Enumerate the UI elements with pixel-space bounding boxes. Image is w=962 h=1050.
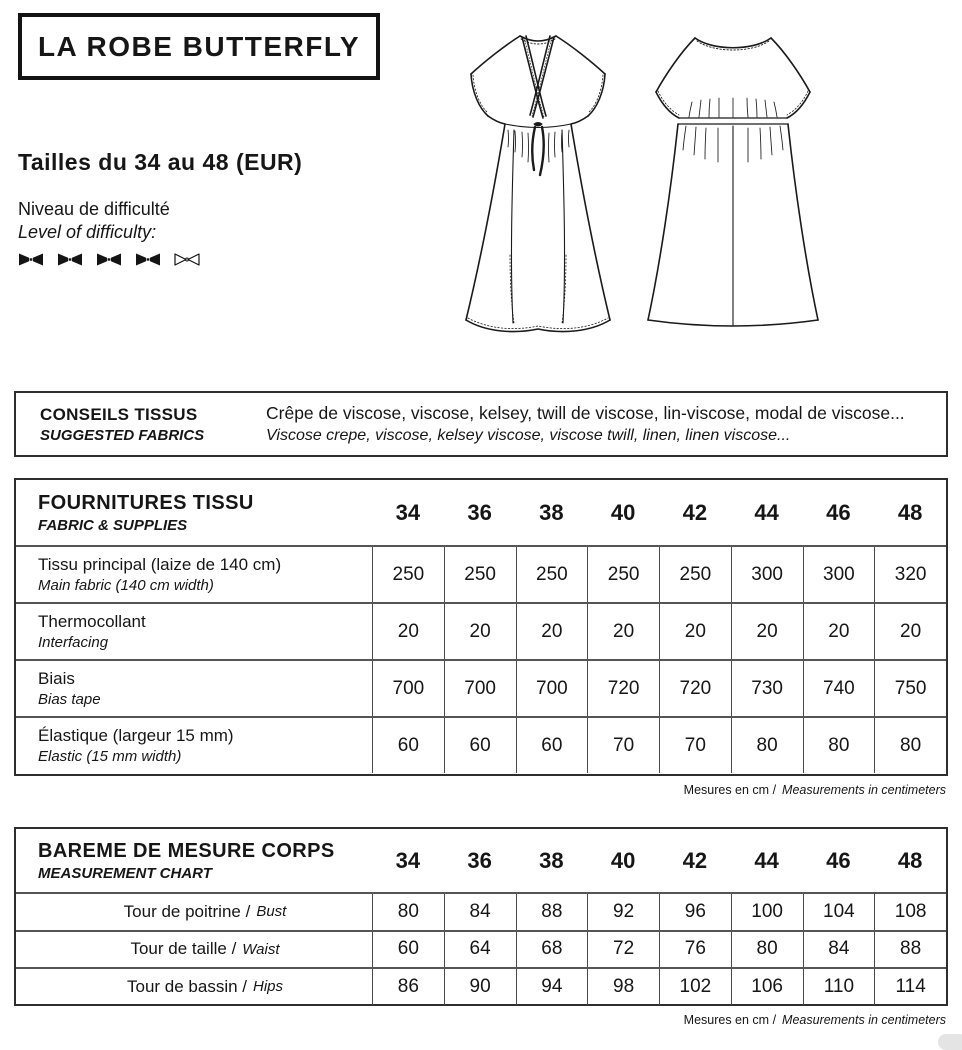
table-cell: 700 (444, 661, 516, 716)
table-cell: 70 (587, 718, 659, 773)
row-label-fr: Élastique (largeur 15 mm) (38, 726, 234, 745)
size-column-header: 40 (610, 499, 636, 525)
table-cell: 92 (587, 894, 659, 930)
units-note (684, 1013, 946, 1027)
table-cell: 720 (587, 661, 659, 716)
table-cell: 80 (874, 718, 946, 773)
table-cell: 88 (874, 932, 946, 968)
table-cell: 110 (803, 969, 875, 1005)
row-label (16, 661, 372, 716)
table-cell: 20 (659, 604, 731, 659)
table-cell: 250 (516, 547, 588, 602)
difficulty-bow-filled-icon (96, 252, 122, 267)
table-cell: 86 (372, 969, 444, 1005)
fabric-supplies-table (14, 478, 948, 776)
table-cell: 90 (444, 969, 516, 1005)
row-label (16, 547, 372, 602)
table-cell: 20 (444, 604, 516, 659)
table-cell: 300 (731, 547, 803, 602)
table-cell: 60 (444, 718, 516, 773)
table-cell: 114 (874, 969, 946, 1005)
dress-back-view (648, 38, 818, 326)
dress-front-view (466, 36, 610, 332)
row-label (16, 604, 372, 659)
table-cell: 700 (516, 661, 588, 716)
units-note-fr: Mesures en cm / (683, 1013, 777, 1027)
suggested-fabrics-text (266, 403, 946, 445)
row-label-fr: Tour de poitrine / (123, 901, 251, 921)
supplies-table-header (16, 480, 946, 545)
row-label (16, 894, 372, 930)
row-label-en: Elastic (15 mm width) (38, 748, 182, 765)
size-column-header: 36 (467, 847, 492, 873)
pattern-title: LA ROBE BUTTERFLY (37, 30, 361, 62)
table-row-bias-tape (16, 659, 946, 716)
size-column-header: 34 (395, 847, 421, 873)
table-cell: 98 (587, 969, 659, 1005)
table-cell: 96 (659, 894, 731, 930)
size-column-header: 48 (897, 499, 923, 525)
difficulty-bow-filled-icon (57, 252, 83, 267)
table-cell: 320 (874, 547, 946, 602)
table-cell: 20 (731, 604, 803, 659)
table-cell: 20 (372, 604, 444, 659)
row-label-en: Main fabric (140 cm width) (38, 577, 214, 594)
table-cell: 84 (803, 932, 875, 968)
fabrics-title-en: SUGGESTED FABRICS (40, 426, 205, 444)
row-label (16, 932, 372, 968)
measure-table-header (16, 829, 946, 892)
size-column-header: 36 (467, 499, 492, 525)
table-cell: 72 (587, 932, 659, 968)
table-cell: 700 (372, 661, 444, 716)
table-cell: 108 (874, 894, 946, 930)
suggested-fabrics-titles (16, 405, 266, 444)
measure-title-en: MEASUREMENT CHART (38, 864, 212, 882)
table-cell: 300 (803, 547, 875, 602)
table-cell: 104 (803, 894, 875, 930)
table-row-interfacing (16, 602, 946, 659)
table-cell: 70 (659, 718, 731, 773)
table-cell: 76 (659, 932, 731, 968)
table-cell: 84 (444, 894, 516, 930)
table-cell: 20 (587, 604, 659, 659)
size-column-header: 42 (682, 499, 708, 525)
fabrics-title-fr: CONSEILS TISSUS (40, 404, 198, 424)
table-cell: 102 (659, 969, 731, 1005)
suggested-fabrics-box (14, 391, 948, 457)
size-column-header: 34 (395, 499, 421, 525)
table-cell: 100 (731, 894, 803, 930)
table-cell: 720 (659, 661, 731, 716)
measure-title-fr: BAREME DE MESURE CORPS (38, 839, 335, 862)
table-cell: 60 (372, 932, 444, 968)
difficulty-label-en: Level of difficulty: (18, 222, 157, 242)
row-label-en: Hips (253, 978, 284, 996)
pattern-title-box (18, 13, 380, 80)
garment-illustration (438, 20, 840, 360)
body-measurement-table (14, 827, 948, 1006)
sizes-range-heading: Tailles du 34 au 48 (EUR) (18, 149, 303, 175)
table-row-bust (16, 892, 946, 930)
table-cell: 20 (516, 604, 588, 659)
size-column-header: 44 (754, 499, 779, 525)
units-note-fr: Mesures en cm / (683, 783, 777, 797)
row-label-en: Interfacing (38, 634, 109, 651)
table-cell: 106 (731, 969, 803, 1005)
table-row-main-fabric (16, 545, 946, 602)
row-label-fr: Thermocollant (38, 612, 146, 631)
row-label-fr: Tour de taille / (130, 939, 237, 959)
table-cell: 750 (874, 661, 946, 716)
table-cell: 20 (874, 604, 946, 659)
dress-technical-drawing-svg (438, 20, 840, 360)
difficulty-label-fr: Niveau de difficulté (18, 199, 170, 219)
row-label-en: Bias tape (38, 691, 101, 708)
supplies-table-title (16, 492, 372, 534)
table-cell: 730 (731, 661, 803, 716)
scan-corner-artifact (938, 1034, 962, 1050)
table-cell: 250 (659, 547, 731, 602)
table-cell: 94 (516, 969, 588, 1005)
table-cell: 60 (372, 718, 444, 773)
table-cell: 80 (372, 894, 444, 930)
size-column-header: 38 (539, 847, 564, 873)
fabrics-text-fr: Crêpe de viscose, viscose, kelsey, twill de viscose, lin-viscose, modal de viscose... (266, 403, 905, 423)
size-column-header: 48 (897, 847, 923, 873)
table-cell: 80 (731, 932, 803, 968)
size-column-header: 38 (539, 499, 564, 525)
row-label (16, 969, 372, 1005)
row-label-fr: Tissu principal (laize de 140 cm) (38, 555, 282, 574)
table-row-waist (16, 930, 946, 968)
table-cell: 88 (516, 894, 588, 930)
units-note-en: Measurements in centimeters (782, 1013, 946, 1027)
supplies-title-en: FABRIC & SUPPLIES (38, 516, 188, 534)
table-cell: 20 (803, 604, 875, 659)
table-cell: 80 (803, 718, 875, 773)
units-note (684, 783, 946, 797)
difficulty-bow-outline-icon (174, 252, 200, 267)
measure-table-title (16, 840, 372, 882)
table-cell: 740 (803, 661, 875, 716)
table-cell: 60 (516, 718, 588, 773)
difficulty-rating (18, 252, 200, 267)
units-note-en: Measurements in centimeters (782, 783, 946, 797)
table-cell: 64 (444, 932, 516, 968)
supplies-title-fr: FOURNITURES TISSU (38, 491, 254, 514)
difficulty-bow-filled-icon (135, 252, 161, 267)
table-cell: 68 (516, 932, 588, 968)
table-cell: 250 (587, 547, 659, 602)
size-column-header: 40 (610, 847, 636, 873)
fabrics-text-en: Viscose crepe, viscose, kelsey viscose, viscose twill, linen, linen viscose... (266, 427, 791, 444)
size-column-header: 42 (682, 847, 708, 873)
table-cell: 80 (731, 718, 803, 773)
row-label (16, 718, 372, 773)
size-column-header: 44 (754, 847, 779, 873)
size-column-header: 46 (826, 847, 851, 873)
table-cell: 250 (444, 547, 516, 602)
table-row-hips (16, 967, 946, 1005)
table-cell: 250 (372, 547, 444, 602)
row-label-fr: Biais (38, 669, 75, 688)
row-label-en: Bust (256, 903, 287, 921)
difficulty-bow-filled-icon (18, 252, 44, 267)
table-row-elastic (16, 716, 946, 773)
size-column-header: 46 (826, 499, 851, 525)
row-label-fr: Tour de bassin / (126, 976, 247, 996)
row-label-en: Waist (242, 940, 280, 958)
